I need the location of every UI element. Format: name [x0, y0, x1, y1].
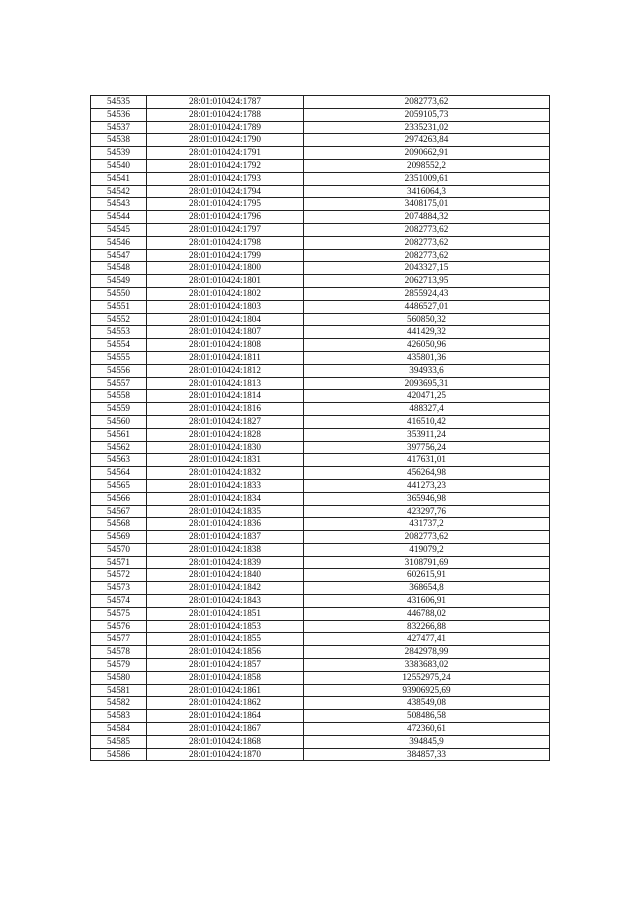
value-cell: 431737,2	[304, 518, 550, 531]
table-row	[91, 147, 550, 160]
row-number-cell: 54567	[91, 505, 147, 518]
row-number-cell: 54555	[91, 351, 147, 364]
row-number-cell: 54569	[91, 531, 147, 544]
table-row	[91, 479, 550, 492]
table-row	[91, 531, 550, 544]
cadastral-number-cell: 28:01:010424:1831	[147, 454, 304, 467]
value-cell: 2059105,73	[304, 108, 550, 121]
table-row	[91, 403, 550, 416]
table-row	[91, 364, 550, 377]
table-row	[91, 313, 550, 326]
value-cell: 2082773,62	[304, 223, 550, 236]
value-cell: 426050,96	[304, 339, 550, 352]
cadastral-number-cell: 28:01:010424:1861	[147, 684, 304, 697]
table-row	[91, 595, 550, 608]
value-cell: 394845,9	[304, 735, 550, 748]
row-number-cell: 54548	[91, 262, 147, 275]
cadastral-number-cell: 28:01:010424:1798	[147, 236, 304, 249]
records-table	[90, 95, 550, 761]
value-cell: 2351009,61	[304, 172, 550, 185]
value-cell: 416510,42	[304, 415, 550, 428]
row-number-cell: 54562	[91, 441, 147, 454]
row-number-cell: 54559	[91, 403, 147, 416]
table-row	[91, 556, 550, 569]
cadastral-number-cell: 28:01:010424:1800	[147, 262, 304, 275]
table-row	[91, 185, 550, 198]
cadastral-number-cell: 28:01:010424:1835	[147, 505, 304, 518]
value-cell: 2855924,43	[304, 287, 550, 300]
cadastral-number-cell: 28:01:010424:1807	[147, 326, 304, 339]
value-cell: 2093695,31	[304, 377, 550, 390]
table-row	[91, 582, 550, 595]
row-number-cell: 54546	[91, 236, 147, 249]
row-number-cell: 54540	[91, 159, 147, 172]
cadastral-number-cell: 28:01:010424:1796	[147, 211, 304, 224]
cadastral-number-cell: 28:01:010424:1788	[147, 108, 304, 121]
row-number-cell: 54545	[91, 223, 147, 236]
table-row	[91, 543, 550, 556]
value-cell: 394933,6	[304, 364, 550, 377]
cadastral-number-cell: 28:01:010424:1833	[147, 479, 304, 492]
table-row	[91, 249, 550, 262]
value-cell: 2082773,62	[304, 249, 550, 262]
table-row	[91, 671, 550, 684]
row-number-cell: 54576	[91, 620, 147, 633]
value-cell: 2335231,02	[304, 121, 550, 134]
row-number-cell: 54584	[91, 723, 147, 736]
value-cell: 2098552,2	[304, 159, 550, 172]
cadastral-number-cell: 28:01:010424:1793	[147, 172, 304, 185]
cadastral-number-cell: 28:01:010424:1836	[147, 518, 304, 531]
row-number-cell: 54558	[91, 390, 147, 403]
value-cell: 832266,88	[304, 620, 550, 633]
row-number-cell: 54537	[91, 121, 147, 134]
value-cell: 2090662,91	[304, 147, 550, 160]
row-number-cell: 54544	[91, 211, 147, 224]
value-cell: 12552975,24	[304, 671, 550, 684]
table-row	[91, 159, 550, 172]
table-row	[91, 620, 550, 633]
row-number-cell: 54570	[91, 543, 147, 556]
row-number-cell: 54565	[91, 479, 147, 492]
cadastral-number-cell: 28:01:010424:1855	[147, 633, 304, 646]
row-number-cell: 54538	[91, 134, 147, 147]
row-number-cell: 54552	[91, 313, 147, 326]
table-row	[91, 454, 550, 467]
value-cell: 3416064,3	[304, 185, 550, 198]
row-number-cell: 54556	[91, 364, 147, 377]
cadastral-number-cell: 28:01:010424:1792	[147, 159, 304, 172]
cadastral-number-cell: 28:01:010424:1787	[147, 96, 304, 109]
cadastral-number-cell: 28:01:010424:1864	[147, 710, 304, 723]
table-row	[91, 428, 550, 441]
cadastral-number-cell: 28:01:010424:1790	[147, 134, 304, 147]
row-number-cell: 54554	[91, 339, 147, 352]
table-row	[91, 339, 550, 352]
cadastral-number-cell: 28:01:010424:1856	[147, 646, 304, 659]
value-cell: 419079,2	[304, 543, 550, 556]
value-cell: 435801,36	[304, 351, 550, 364]
cadastral-number-cell: 28:01:010424:1853	[147, 620, 304, 633]
row-number-cell: 54571	[91, 556, 147, 569]
table-row	[91, 646, 550, 659]
value-cell: 427477,41	[304, 633, 550, 646]
row-number-cell: 54578	[91, 646, 147, 659]
cadastral-number-cell: 28:01:010424:1801	[147, 275, 304, 288]
value-cell: 508486,58	[304, 710, 550, 723]
cadastral-number-cell: 28:01:010424:1858	[147, 671, 304, 684]
cadastral-number-cell: 28:01:010424:1827	[147, 415, 304, 428]
row-number-cell: 54579	[91, 659, 147, 672]
table-row	[91, 300, 550, 313]
table-row	[91, 172, 550, 185]
cadastral-number-cell: 28:01:010424:1808	[147, 339, 304, 352]
cadastral-number-cell: 28:01:010424:1804	[147, 313, 304, 326]
cadastral-number-cell: 28:01:010424:1812	[147, 364, 304, 377]
row-number-cell: 54586	[91, 748, 147, 761]
row-number-cell: 54573	[91, 582, 147, 595]
cadastral-number-cell: 28:01:010424:1837	[147, 531, 304, 544]
value-cell: 2074884,32	[304, 211, 550, 224]
cadastral-number-cell: 28:01:010424:1868	[147, 735, 304, 748]
row-number-cell: 54568	[91, 518, 147, 531]
value-cell: 3108791,69	[304, 556, 550, 569]
cadastral-number-cell: 28:01:010424:1828	[147, 428, 304, 441]
table-row	[91, 262, 550, 275]
cadastral-number-cell: 28:01:010424:1794	[147, 185, 304, 198]
row-number-cell: 54563	[91, 454, 147, 467]
value-cell: 2842978,99	[304, 646, 550, 659]
row-number-cell: 54549	[91, 275, 147, 288]
value-cell: 353911,24	[304, 428, 550, 441]
row-number-cell: 54557	[91, 377, 147, 390]
value-cell: 397756,24	[304, 441, 550, 454]
row-number-cell: 54535	[91, 96, 147, 109]
table-row	[91, 505, 550, 518]
table-row	[91, 211, 550, 224]
table-row	[91, 326, 550, 339]
cadastral-number-cell: 28:01:010424:1862	[147, 697, 304, 710]
value-cell: 420471,25	[304, 390, 550, 403]
value-cell: 456264,98	[304, 467, 550, 480]
row-number-cell: 54543	[91, 198, 147, 211]
value-cell: 4486527,01	[304, 300, 550, 313]
row-number-cell: 54541	[91, 172, 147, 185]
table-row	[91, 377, 550, 390]
value-cell: 417631,01	[304, 454, 550, 467]
table-row	[91, 518, 550, 531]
records-table-body	[91, 96, 550, 761]
value-cell: 431606,91	[304, 595, 550, 608]
table-row	[91, 415, 550, 428]
value-cell: 365946,98	[304, 492, 550, 505]
row-number-cell: 54566	[91, 492, 147, 505]
row-number-cell: 54582	[91, 697, 147, 710]
value-cell: 2062713,95	[304, 275, 550, 288]
table-row	[91, 351, 550, 364]
table-row	[91, 633, 550, 646]
row-number-cell: 54574	[91, 595, 147, 608]
table-row	[91, 684, 550, 697]
value-cell: 2082773,62	[304, 236, 550, 249]
table-row	[91, 659, 550, 672]
row-number-cell: 54561	[91, 428, 147, 441]
row-number-cell: 54583	[91, 710, 147, 723]
value-cell: 3383683,02	[304, 659, 550, 672]
cadastral-number-cell: 28:01:010424:1834	[147, 492, 304, 505]
value-cell: 441273,23	[304, 479, 550, 492]
cadastral-number-cell: 28:01:010424:1830	[147, 441, 304, 454]
row-number-cell: 54575	[91, 607, 147, 620]
value-cell: 560850,32	[304, 313, 550, 326]
cadastral-number-cell: 28:01:010424:1795	[147, 198, 304, 211]
value-cell: 602615,91	[304, 569, 550, 582]
table-row	[91, 236, 550, 249]
cadastral-number-cell: 28:01:010424:1832	[147, 467, 304, 480]
table-row	[91, 697, 550, 710]
table-row	[91, 275, 550, 288]
value-cell: 423297,76	[304, 505, 550, 518]
cadastral-number-cell: 28:01:010424:1839	[147, 556, 304, 569]
value-cell: 384857,33	[304, 748, 550, 761]
value-cell: 441429,32	[304, 326, 550, 339]
row-number-cell: 54539	[91, 147, 147, 160]
row-number-cell: 54581	[91, 684, 147, 697]
table-row	[91, 390, 550, 403]
row-number-cell: 54553	[91, 326, 147, 339]
table-row	[91, 287, 550, 300]
table-row	[91, 467, 550, 480]
table-row	[91, 198, 550, 211]
cadastral-number-cell: 28:01:010424:1867	[147, 723, 304, 736]
table-row	[91, 569, 550, 582]
cadastral-number-cell: 28:01:010424:1816	[147, 403, 304, 416]
value-cell: 2082773,62	[304, 531, 550, 544]
row-number-cell: 54564	[91, 467, 147, 480]
value-cell: 2043327,15	[304, 262, 550, 275]
cadastral-number-cell: 28:01:010424:1843	[147, 595, 304, 608]
table-row	[91, 121, 550, 134]
row-number-cell: 54580	[91, 671, 147, 684]
row-number-cell: 54542	[91, 185, 147, 198]
table-row	[91, 223, 550, 236]
cadastral-number-cell: 28:01:010424:1851	[147, 607, 304, 620]
value-cell: 488327,4	[304, 403, 550, 416]
row-number-cell: 54547	[91, 249, 147, 262]
value-cell: 368654,8	[304, 582, 550, 595]
cadastral-number-cell: 28:01:010424:1838	[147, 543, 304, 556]
cadastral-number-cell: 28:01:010424:1803	[147, 300, 304, 313]
table-row	[91, 441, 550, 454]
table-row	[91, 607, 550, 620]
cadastral-number-cell: 28:01:010424:1814	[147, 390, 304, 403]
cadastral-number-cell: 28:01:010424:1870	[147, 748, 304, 761]
value-cell: 3408175,01	[304, 198, 550, 211]
table-row	[91, 748, 550, 761]
row-number-cell: 54572	[91, 569, 147, 582]
table-row	[91, 492, 550, 505]
cadastral-number-cell: 28:01:010424:1840	[147, 569, 304, 582]
cadastral-number-cell: 28:01:010424:1797	[147, 223, 304, 236]
cadastral-number-cell: 28:01:010424:1799	[147, 249, 304, 262]
table-row	[91, 710, 550, 723]
cadastral-number-cell: 28:01:010424:1802	[147, 287, 304, 300]
row-number-cell: 54585	[91, 735, 147, 748]
row-number-cell: 54551	[91, 300, 147, 313]
cadastral-number-cell: 28:01:010424:1789	[147, 121, 304, 134]
table-row	[91, 134, 550, 147]
table-row	[91, 723, 550, 736]
value-cell: 446788,02	[304, 607, 550, 620]
value-cell: 2974263,84	[304, 134, 550, 147]
table-row	[91, 96, 550, 109]
value-cell: 438549,08	[304, 697, 550, 710]
row-number-cell: 54560	[91, 415, 147, 428]
value-cell: 472360,61	[304, 723, 550, 736]
value-cell: 2082773,62	[304, 96, 550, 109]
table-row	[91, 108, 550, 121]
cadastral-number-cell: 28:01:010424:1791	[147, 147, 304, 160]
table-row	[91, 735, 550, 748]
cadastral-number-cell: 28:01:010424:1811	[147, 351, 304, 364]
row-number-cell: 54550	[91, 287, 147, 300]
cadastral-number-cell: 28:01:010424:1842	[147, 582, 304, 595]
row-number-cell: 54536	[91, 108, 147, 121]
row-number-cell: 54577	[91, 633, 147, 646]
cadastral-number-cell: 28:01:010424:1813	[147, 377, 304, 390]
value-cell: 93906925,69	[304, 684, 550, 697]
cadastral-number-cell: 28:01:010424:1857	[147, 659, 304, 672]
